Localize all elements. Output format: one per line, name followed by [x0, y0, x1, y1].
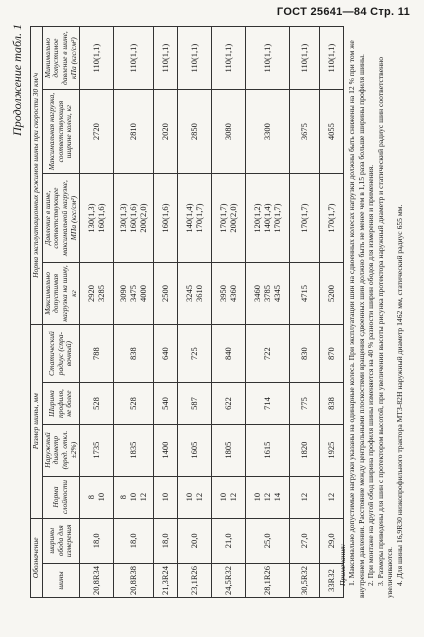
- static-radius-cell: 870: [320, 324, 344, 383]
- static-radius-cell: 840: [212, 324, 246, 383]
- rim-width-cell: 20,0: [178, 518, 212, 563]
- max-load-cell-value: 4715: [298, 284, 309, 302]
- ply-cell-value: 12: [298, 492, 309, 502]
- profile-width-cell: 714: [246, 383, 290, 424]
- max-load-cell-value: 2500: [159, 284, 170, 302]
- ply-cell-value: 12: [261, 492, 272, 502]
- max-load-cell-value: 3475: [127, 284, 138, 302]
- ply-cell: [114, 476, 154, 518]
- note-1: 1. Максимально допустимые нагрузки указаны на одинарные колеса. При эксплуатации шин на сдвоенных колесах нагрузки должны быть снижены на 12 % при том же внутреннем давлении. Расстояние между центральными плоскостями вращения сдвоенных шин должно быть не менее чем в 1,15 раза больше ширины профиля шины.: [347, 40, 366, 598]
- col-rim-width: ширины обода для измерения: [42, 518, 80, 563]
- max-load-cell: [114, 263, 154, 325]
- ply-cell-value: 8: [117, 494, 128, 500]
- rim-width-cell: 18,0: [154, 518, 178, 563]
- min-pressure-cell: 110(1,1): [114, 27, 154, 90]
- min-pressure-cell: 110(1,1): [320, 27, 344, 90]
- outer-diameter-cell: 1805: [212, 424, 246, 476]
- col-min-pressure: Минимально допустимое давление в шине, кПа (кгс/см²): [42, 27, 80, 90]
- profile-width-cell: 838: [320, 383, 344, 424]
- ply-cell-value: 10: [183, 492, 194, 502]
- max-load-cell-value: 3460: [251, 284, 262, 302]
- outer-diameter-cell: 1605: [178, 424, 212, 476]
- min-pressure-cell: 110(1,1): [154, 27, 178, 90]
- notes-title: Примечания:: [338, 543, 347, 586]
- header-norms: Норма эксплуатационных режимов шины при скорости 30 км/ч: [31, 27, 43, 325]
- min-pressure-cell: 110(1,1): [178, 27, 212, 90]
- static-radius-cell: 722: [246, 324, 290, 383]
- table-row: [154, 27, 178, 598]
- ply-cell-value: 10: [251, 492, 262, 502]
- pressure-cell-value: 160(1,6): [127, 203, 138, 233]
- profile-width-cell: 528: [80, 383, 114, 424]
- tire-cell: 33R32: [320, 563, 344, 597]
- outer-diameter-cell: 1835: [114, 424, 154, 476]
- max-load-cell-value: 4345: [271, 284, 282, 302]
- ply-cell-value: 8: [85, 494, 96, 500]
- max-load-cell: [290, 263, 320, 325]
- static-radius-cell: 838: [114, 324, 154, 383]
- max-load-cell-value: 3090: [117, 284, 128, 302]
- max-load-cell-value: 4000: [137, 284, 148, 302]
- col-max-load: Максимально допустимая нагрузка на шину, кг: [42, 263, 80, 325]
- max-load-cell-value: 3285: [95, 284, 106, 302]
- pressure-cell: [212, 173, 246, 262]
- col-ply: Норма слойности: [42, 476, 80, 518]
- note-3: 3. Размеры приведены для шин с протектором высотой, при увеличении высоты рисунка протектора наружный диаметр и статический радиус шин соответственно увеличиваются.: [375, 56, 395, 598]
- ply-cell-value: 14: [271, 492, 282, 502]
- outer-diameter-cell: 1400: [154, 424, 178, 476]
- pressure-cell-value: 140(1,4): [183, 203, 194, 233]
- rim-width-cell: 25,0: [246, 518, 290, 563]
- pressure-cell: [178, 173, 212, 262]
- max-load-cell-value: 2920: [85, 284, 96, 302]
- ply-cell-value: 12: [227, 492, 238, 502]
- outer-diameter-cell: 1820: [290, 424, 320, 476]
- ply-cell-value: 12: [325, 492, 336, 502]
- max-load-width-cell: 2850: [178, 90, 212, 174]
- pressure-cell: [80, 173, 114, 262]
- pressure-cell-value: 140(1,4): [261, 203, 272, 233]
- static-radius-cell: 830: [290, 324, 320, 383]
- pressure-cell-value: 130(1,3): [85, 203, 96, 233]
- tire-cell: 21,3R24: [154, 563, 178, 597]
- table-row: [114, 27, 154, 598]
- outer-diameter-cell: 1615: [246, 424, 290, 476]
- col-outer-diameter: Наружный диаметр (пред. откл. ±2%): [42, 424, 80, 476]
- tire-cell: 30,5R32: [290, 563, 320, 597]
- max-load-cell: [212, 263, 246, 325]
- pressure-cell-value: 170(1,7): [193, 203, 204, 233]
- profile-width-cell: 540: [154, 383, 178, 424]
- profile-width-cell: 528: [114, 383, 154, 424]
- pressure-cell-value: 170(1,7): [325, 203, 336, 233]
- tire-cell: 20,8R38: [114, 563, 154, 597]
- pressure-cell-value: 160(1,6): [159, 203, 170, 233]
- rim-width-cell: 29,0: [320, 518, 344, 563]
- profile-width-cell: 622: [212, 383, 246, 424]
- tire-cell: 28,1R26: [246, 563, 290, 597]
- table-row: [246, 27, 290, 598]
- ply-cell: [246, 476, 290, 518]
- max-load-width-cell: 2720: [80, 90, 114, 174]
- min-pressure-cell: 110(1,1): [212, 27, 246, 90]
- max-load-width-cell: 2810: [114, 90, 154, 174]
- pressure-cell-value: 160(1,6): [95, 203, 106, 233]
- ply-cell: [178, 476, 212, 518]
- ply-cell-value: 10: [127, 492, 138, 502]
- max-load-cell: [154, 263, 178, 325]
- rim-width-cell: 27,0: [290, 518, 320, 563]
- max-load-width-cell: 3300: [246, 90, 290, 174]
- min-pressure-cell: 110(1,1): [80, 27, 114, 90]
- ply-cell-value: 10: [95, 492, 106, 502]
- pressure-cell-value: 200(2,0): [137, 203, 148, 233]
- ply-cell-value: 10: [217, 492, 228, 502]
- page-header: ГОСТ 25641—84 Стр. 11: [276, 6, 410, 18]
- ply-cell: [80, 476, 114, 518]
- pressure-cell-value: 170(1,7): [298, 203, 309, 233]
- max-load-cell: [246, 263, 290, 325]
- ply-cell: [154, 476, 178, 518]
- col-static-radius: Статический радиус (спра-вочный): [42, 324, 80, 383]
- max-load-cell: [178, 263, 212, 325]
- table-row: [178, 27, 212, 598]
- pressure-cell-value: 170(1,7): [271, 203, 282, 233]
- rotated-table-area: [8, 18, 413, 628]
- min-pressure-cell: 110(1,1): [246, 27, 290, 90]
- min-pressure-cell: 110(1,1): [290, 27, 320, 90]
- rim-width-cell: 18,0: [80, 518, 114, 563]
- rim-width-cell: 18,0: [114, 518, 154, 563]
- max-load-cell: [80, 263, 114, 325]
- max-load-width-cell: 3675: [290, 90, 320, 174]
- ply-cell: [212, 476, 246, 518]
- static-radius-cell: 640: [154, 324, 178, 383]
- max-load-width-cell: 2020: [154, 90, 178, 174]
- table-row: [80, 27, 114, 598]
- tire-cell: 20,8R34: [80, 563, 114, 597]
- col-tire: шины: [42, 563, 80, 597]
- pressure-cell: [246, 173, 290, 262]
- continuation-title: Продолжение табл. 1: [10, 24, 24, 136]
- header-size: Размер шины, мм: [31, 324, 43, 518]
- ply-cell-value: 12: [137, 492, 148, 502]
- notes: [338, 26, 404, 598]
- note-4: 4. Для шины 16,9R30 низкопрофильного трактора МТЗ-82Н наружный диаметр 1462 мм, статический радиус 655 мм.: [394, 204, 404, 586]
- pressure-cell: [154, 173, 178, 262]
- tire-cell: 24,5R32: [212, 563, 246, 597]
- max-load-width-cell: 4055: [320, 90, 344, 174]
- pressure-cell-value: 120(1,2): [251, 203, 262, 233]
- pressure-cell-value: 170(1,7): [217, 203, 228, 233]
- ply-cell-value: 12: [193, 492, 204, 502]
- profile-width-cell: 775: [290, 383, 320, 424]
- rim-width-cell: 21,0: [212, 518, 246, 563]
- col-pressure: Давление в шине, соответствующее максимальной нагрузке, МПа (кгс/см²): [42, 173, 80, 262]
- pressure-cell-value: 200(2,0): [227, 203, 238, 233]
- max-load-width-cell: 3080: [212, 90, 246, 174]
- table-row: [290, 27, 320, 598]
- outer-diameter-cell: 1925: [320, 424, 344, 476]
- max-load-cell-value: 3785: [261, 284, 272, 302]
- pressure-cell-value: 130(1,3): [117, 203, 128, 233]
- ply-cell: [290, 476, 320, 518]
- col-profile-width: Ширина профиля, не более: [42, 383, 80, 424]
- static-radius-cell: 788: [80, 324, 114, 383]
- table-body: [80, 27, 344, 598]
- max-load-cell-value: 4360: [227, 284, 238, 302]
- outer-diameter-cell: 1735: [80, 424, 114, 476]
- profile-width-cell: 587: [178, 383, 212, 424]
- ply-cell-value: 10: [159, 492, 170, 502]
- pressure-cell: [114, 173, 154, 262]
- col-max-load-width: Максимальная нагрузка, соответствующая ширине колеи, кг: [42, 90, 80, 174]
- table-row: [212, 27, 246, 598]
- note-2: 2. При монтаже на другой обод ширина профиля шины изменяется на 40 % разности ширин ободов для измерения и применения.: [366, 164, 376, 586]
- static-radius-cell: 725: [178, 324, 212, 383]
- pressure-cell: [290, 173, 320, 262]
- tire-cell: 23,1R26: [178, 563, 212, 597]
- tire-spec-table: [30, 26, 344, 598]
- max-load-cell-value: 3245: [183, 284, 194, 302]
- max-load-cell-value: 3610: [193, 284, 204, 302]
- max-load-cell-value: 3950: [217, 284, 228, 302]
- header-designation: Обозначение: [31, 518, 43, 597]
- max-load-cell-value: 5200: [325, 284, 336, 302]
